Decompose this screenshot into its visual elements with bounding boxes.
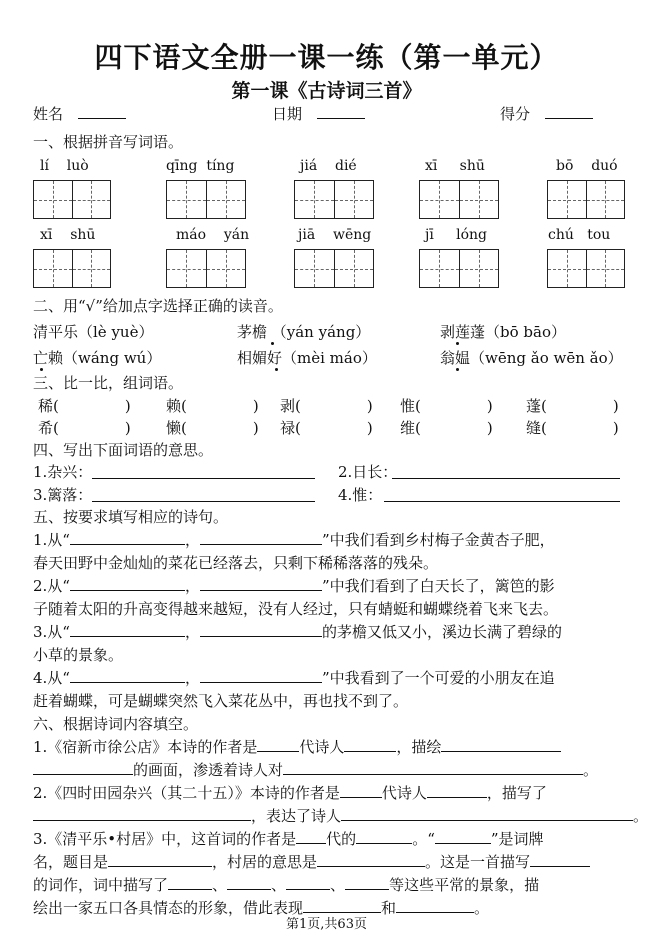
writing-grid[interactable] <box>33 249 111 288</box>
fill-blank[interactable] <box>317 852 425 867</box>
pinyin-2-5: chú tou <box>548 227 611 243</box>
score-blank[interactable] <box>545 104 593 119</box>
score-field[interactable] <box>500 104 593 124</box>
score-label: 得分 <box>500 105 531 123</box>
emphasis-dot <box>275 368 278 371</box>
writing-grid[interactable] <box>294 180 374 219</box>
fill-blank[interactable] <box>168 875 212 890</box>
reading-item[interactable]: 茅檐 （yán yáng） <box>237 323 371 341</box>
emphasis-dot <box>40 368 43 371</box>
writing-grid[interactable] <box>419 249 499 288</box>
fill-item-1-cont: 的画面，渗透着诗人对 。 <box>33 760 598 780</box>
pinyin-2-3: jiā wēng <box>298 227 372 243</box>
compare-item[interactable]: 禄( ) <box>280 419 373 437</box>
reading-item[interactable]: 清平乐（lè yuè） <box>33 323 154 341</box>
poem-blank[interactable] <box>200 530 322 545</box>
fill-blank[interactable] <box>435 829 491 844</box>
fill-item-1: 1.《宿新市徐公店》本诗的作者是 代诗人 ，描绘 <box>33 737 561 757</box>
fill-blank[interactable] <box>227 875 271 890</box>
writing-grid[interactable] <box>294 249 374 288</box>
pinyin-2-4: jī lóng <box>425 227 487 243</box>
fill-blank[interactable] <box>356 829 412 844</box>
page-footer: 第1页,共63页 <box>286 917 367 932</box>
pinyin-1-5: bō duó <box>556 158 618 174</box>
fill-blank[interactable] <box>396 898 474 913</box>
poem-blank[interactable] <box>70 668 185 683</box>
compare-item[interactable]: 赖( ) <box>166 397 259 415</box>
meaning-label: 2.日长： <box>338 463 398 481</box>
pinyin-2-1: xī shū <box>40 227 96 243</box>
emphasis-dot <box>456 368 459 371</box>
fill-blank[interactable] <box>303 898 381 913</box>
poem-blank[interactable] <box>70 530 185 545</box>
fill-blank[interactable] <box>441 737 561 752</box>
poem-item-3: 3.从“ ， 的茅檐又低又小，溪边长满了碧绿的 <box>33 623 563 641</box>
meaning-blank[interactable] <box>92 478 315 479</box>
fill-item-2-cont: ，表达了诗人 。 <box>33 806 648 826</box>
date-blank[interactable] <box>317 104 365 119</box>
fill-blank[interactable] <box>530 852 590 867</box>
compare-item[interactable]: 稀( ) <box>38 397 131 415</box>
writing-grid[interactable] <box>166 249 246 288</box>
fill-item-2: 2.《四时田园杂兴（其二十五）》本诗的作者是 代诗人 ，描写了 <box>33 784 547 802</box>
poem-text: 赶着蝴蝶，可是蝴蝶突然飞入菜花丛中，再也找不到了。 <box>33 692 409 710</box>
fill-blank[interactable] <box>344 737 396 752</box>
reading-item[interactable]: 剥莲蓬（bō bāo） <box>440 323 566 341</box>
fill-blank[interactable] <box>33 806 251 821</box>
section-1-heading: 一、根据拼音写词语。 <box>33 133 184 151</box>
poem-item-2: 2.从“ ， ”中我们看到了白天长了，篱笆的影 <box>33 577 555 595</box>
name-blank[interactable] <box>78 104 126 119</box>
writing-grid[interactable] <box>419 180 499 219</box>
meaning-blank[interactable] <box>92 501 315 502</box>
reading-item[interactable]: 翁媪（wēng ǎo wēn ǎo） <box>440 349 623 367</box>
poem-blank[interactable] <box>70 576 185 591</box>
writing-grid[interactable] <box>33 180 111 219</box>
fill-item-3: 3.《清平乐•村居》中，这首词的作者是 代的 。“ ”是词牌 <box>33 830 544 848</box>
section-3-heading: 三、比一比，组词语。 <box>33 374 184 392</box>
reading-item[interactable]: 亡赖（wáng wú） <box>33 349 162 367</box>
poem-blank[interactable] <box>200 576 322 591</box>
fill-item-3-cont: 名，题目是 ，村居的意思是 。这是一首描写 <box>33 852 590 872</box>
pinyin-1-3: jiá dié <box>300 158 357 174</box>
fill-blank[interactable] <box>283 760 583 775</box>
fill-blank[interactable] <box>340 783 382 798</box>
fill-blank[interactable] <box>108 852 212 867</box>
name-label: 姓名 <box>33 105 64 123</box>
fill-blank[interactable] <box>257 737 299 752</box>
poem-text: 子随着太阳的升高变得越来越短，没有人经过，只有蜻蜓和蝴蝶绕着飞来飞去。 <box>33 600 559 618</box>
fill-blank[interactable] <box>345 875 389 890</box>
meaning-blank[interactable] <box>392 478 620 479</box>
writing-grid[interactable] <box>166 180 246 219</box>
fill-blank[interactable] <box>296 829 326 844</box>
lesson-subtitle: 第一课《古诗词三首》 <box>231 80 422 102</box>
meaning-blank[interactable] <box>384 501 620 502</box>
date-field[interactable] <box>272 104 365 124</box>
fill-blank[interactable] <box>341 806 633 821</box>
writing-grid[interactable] <box>547 180 625 219</box>
poem-blank[interactable] <box>200 622 322 637</box>
compare-item[interactable]: 缝( ) <box>526 419 619 437</box>
fill-item-3-cont: 的词作，词中描写了 、 、 、 等这些平常的景象，描 <box>33 876 540 894</box>
poem-blank[interactable] <box>70 622 185 637</box>
compare-item[interactable]: 希( ) <box>38 419 131 437</box>
compare-item[interactable]: 蓬( ) <box>526 397 619 415</box>
poem-text: 小草的景象。 <box>33 646 124 664</box>
poem-item-1: 1.从“ ， ”中我们看到乡村梅子金黄杏子肥， <box>33 531 555 549</box>
pinyin-2-2: máo yán <box>176 227 250 243</box>
page-title: 四下语文全册一课一练（第一单元） <box>94 41 559 74</box>
fill-item-3-cont: 绘出一家五口各具情态的形象，借此表现 和 。 <box>33 899 490 917</box>
compare-item[interactable]: 懒( ) <box>166 419 259 437</box>
emphasis-dot <box>271 342 274 345</box>
pinyin-1-2: qīng tíng <box>166 158 235 174</box>
compare-item[interactable]: 剥( ) <box>280 397 373 415</box>
meaning-label: 1.杂兴： <box>33 463 93 481</box>
poem-item-4: 4.从“ ， ”中我看到了一个可爱的小朋友在追 <box>33 669 555 687</box>
emphasis-dot <box>456 342 459 345</box>
reading-item[interactable]: 相媚好（mèi máo） <box>237 349 377 367</box>
compare-item[interactable]: 维( ) <box>400 419 493 437</box>
meaning-label: 4.惟： <box>338 486 383 504</box>
section-2-heading: 二、用“√”给加点字选择正确的读音。 <box>33 297 283 315</box>
fill-blank[interactable] <box>33 760 133 775</box>
poem-blank[interactable] <box>200 668 322 683</box>
fill-blank[interactable] <box>286 875 330 890</box>
section-6-heading: 六、根据诗词内容填空。 <box>33 715 199 733</box>
section-4-heading: 四、写出下面词语的意思。 <box>33 441 214 459</box>
date-label: 日期 <box>272 105 303 123</box>
pinyin-1-4: xī shū <box>425 158 485 174</box>
meaning-label: 3.篱落： <box>33 486 93 504</box>
compare-item[interactable]: 惟( ) <box>400 397 493 415</box>
writing-grid[interactable] <box>547 249 625 288</box>
poem-text: 春天田野中金灿灿的菜花已经落去，只剩下稀稀落落的残朵。 <box>33 554 439 572</box>
name-field[interactable] <box>33 104 126 124</box>
fill-blank[interactable] <box>427 783 487 798</box>
pinyin-1-1: lí luò <box>40 158 89 174</box>
section-5-heading: 五、按要求填写相应的诗句。 <box>33 508 229 526</box>
